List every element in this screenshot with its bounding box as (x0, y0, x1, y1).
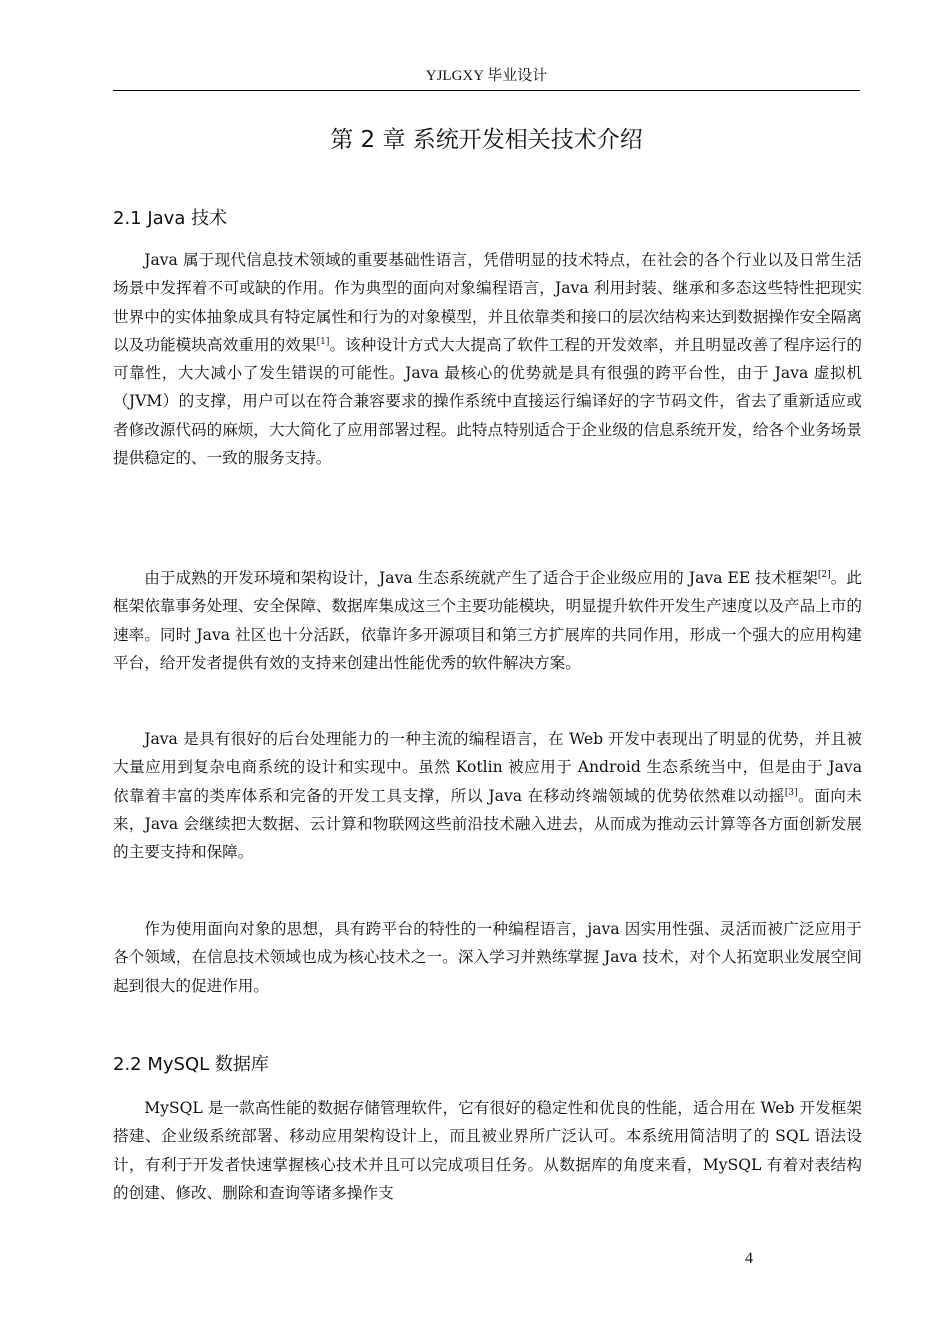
header-divider (113, 90, 860, 91)
paragraph-text: 。该种设计方式大大提高了软件工程的开发效率，并且明显改善了程序运行的可靠性，大大减小了发生错误的可能性。Java 最核心的优势就是具有很强的跨平台性，由于 Java 虚拟机（JVM）的支撑，用户可以在符合兼容要求的操作系统中直接运行编译好的字节码文件，省去了重新适应或者修改源代码的麻烦，大大简化了应用部署过程。此特点特别适合于企业级的信息系统开发，给各个业务场景提供稳定的、一致的服务支持。 (113, 335, 862, 468)
paragraph-text: 。面向未来，Java 会继续把大数据、云计算和物联网这些前沿技术融入进去，从而成为推动云计算等各方面创新发展的主要支持和保障。 (113, 786, 862, 862)
paragraph-text: Java 是具有很好的后台处理能力的一种主流的编程语言，在 Web 开发中表现出了明显的优势，并且被大量应用到复杂电商系统的设计和实现中。虽然 Kotlin 被应用于 Android 生态系统当中，但是由于 Java 依靠着丰富的类库体系和完备的开发工具支撑，所以 Java 在移动终端领域的优势依然难以动摇 (113, 730, 862, 805)
chapter-title: 第 2 章 系统开发相关技术介绍 (330, 127, 643, 153)
section-heading-java: 2.1 Java 技术 (113, 208, 228, 229)
paragraph-text: Java 属于现代信息技术领域的重要基础性语言，凭借明显的技术特点，在社会的各个行业以及日常生活场景中发挥着不可或缺的作用。作为典型的面向对象编程语言，Java 利用封装、继承和多态这些特性把现实世界中的实体抽象成具有特定属性和行为的对象模型，并且依靠类和接口的层次结构来达到数据操作安全隔离以及功能模块高效重用的效果 (113, 251, 862, 354)
page-number: 4 (745, 1250, 753, 1267)
paragraph-java-web (113, 725, 862, 866)
paragraph-mysql-intro (113, 1094, 862, 1207)
citation-ref: [3] (784, 787, 798, 798)
running-header: YJLGXY 毕业设计 (425, 68, 548, 84)
paragraph-text: 。此框架依靠事务处理、安全保障、数据库集成这三个主要功能模块，明显提升软件开发生产速度以及产品上市的速率。同时 Java 社区也十分活跃，依靠许多开源项目和第三方扩展库的共同作用，形成一个强大的应用构建平台，给开发者提供有效的支持来创建出性能优秀的软件解决方案。 (113, 569, 862, 672)
paragraph-text: 作为使用面向对象的思想，具有跨平台的特性的一种编程语言，java 因实用性强、灵活而被广泛应用于各个领域，在信息技术领域也成为核心技术之一。深入学习并熟练掌握 Java 技术，对个人拓宽职业发展空间起到很大的促进作用。 (113, 920, 862, 995)
paragraph-java-ee (113, 564, 862, 677)
paragraph-text: 由于成熟的开发环境和架构设计，Java 生态系统就产生了适合于企业级应用的 Java EE 技术框架 (144, 569, 818, 587)
paragraph-java-summary (113, 915, 862, 1000)
section-heading-mysql: 2.2 MySQL 数据库 (113, 1054, 269, 1075)
paragraph-text: MySQL 是一款高性能的数据存储管理软件，它有很好的稳定性和优良的性能，适合用在 Web 开发框架搭建、企业级系统部署、移动应用架构设计上，而且被业界所广泛认可。本系统用简洁明了的 SQL 语法设计，有利于开发者快速掌握核心技术并且可以完成项目任务。从数据库的角度来看，MySQL 有着对表结构的创建、修改、删除和查询等诸多操作支 (113, 1099, 862, 1202)
citation-ref: [2] (817, 570, 831, 580)
paragraph-java-intro (113, 246, 862, 472)
citation-ref: [1] (316, 336, 330, 347)
